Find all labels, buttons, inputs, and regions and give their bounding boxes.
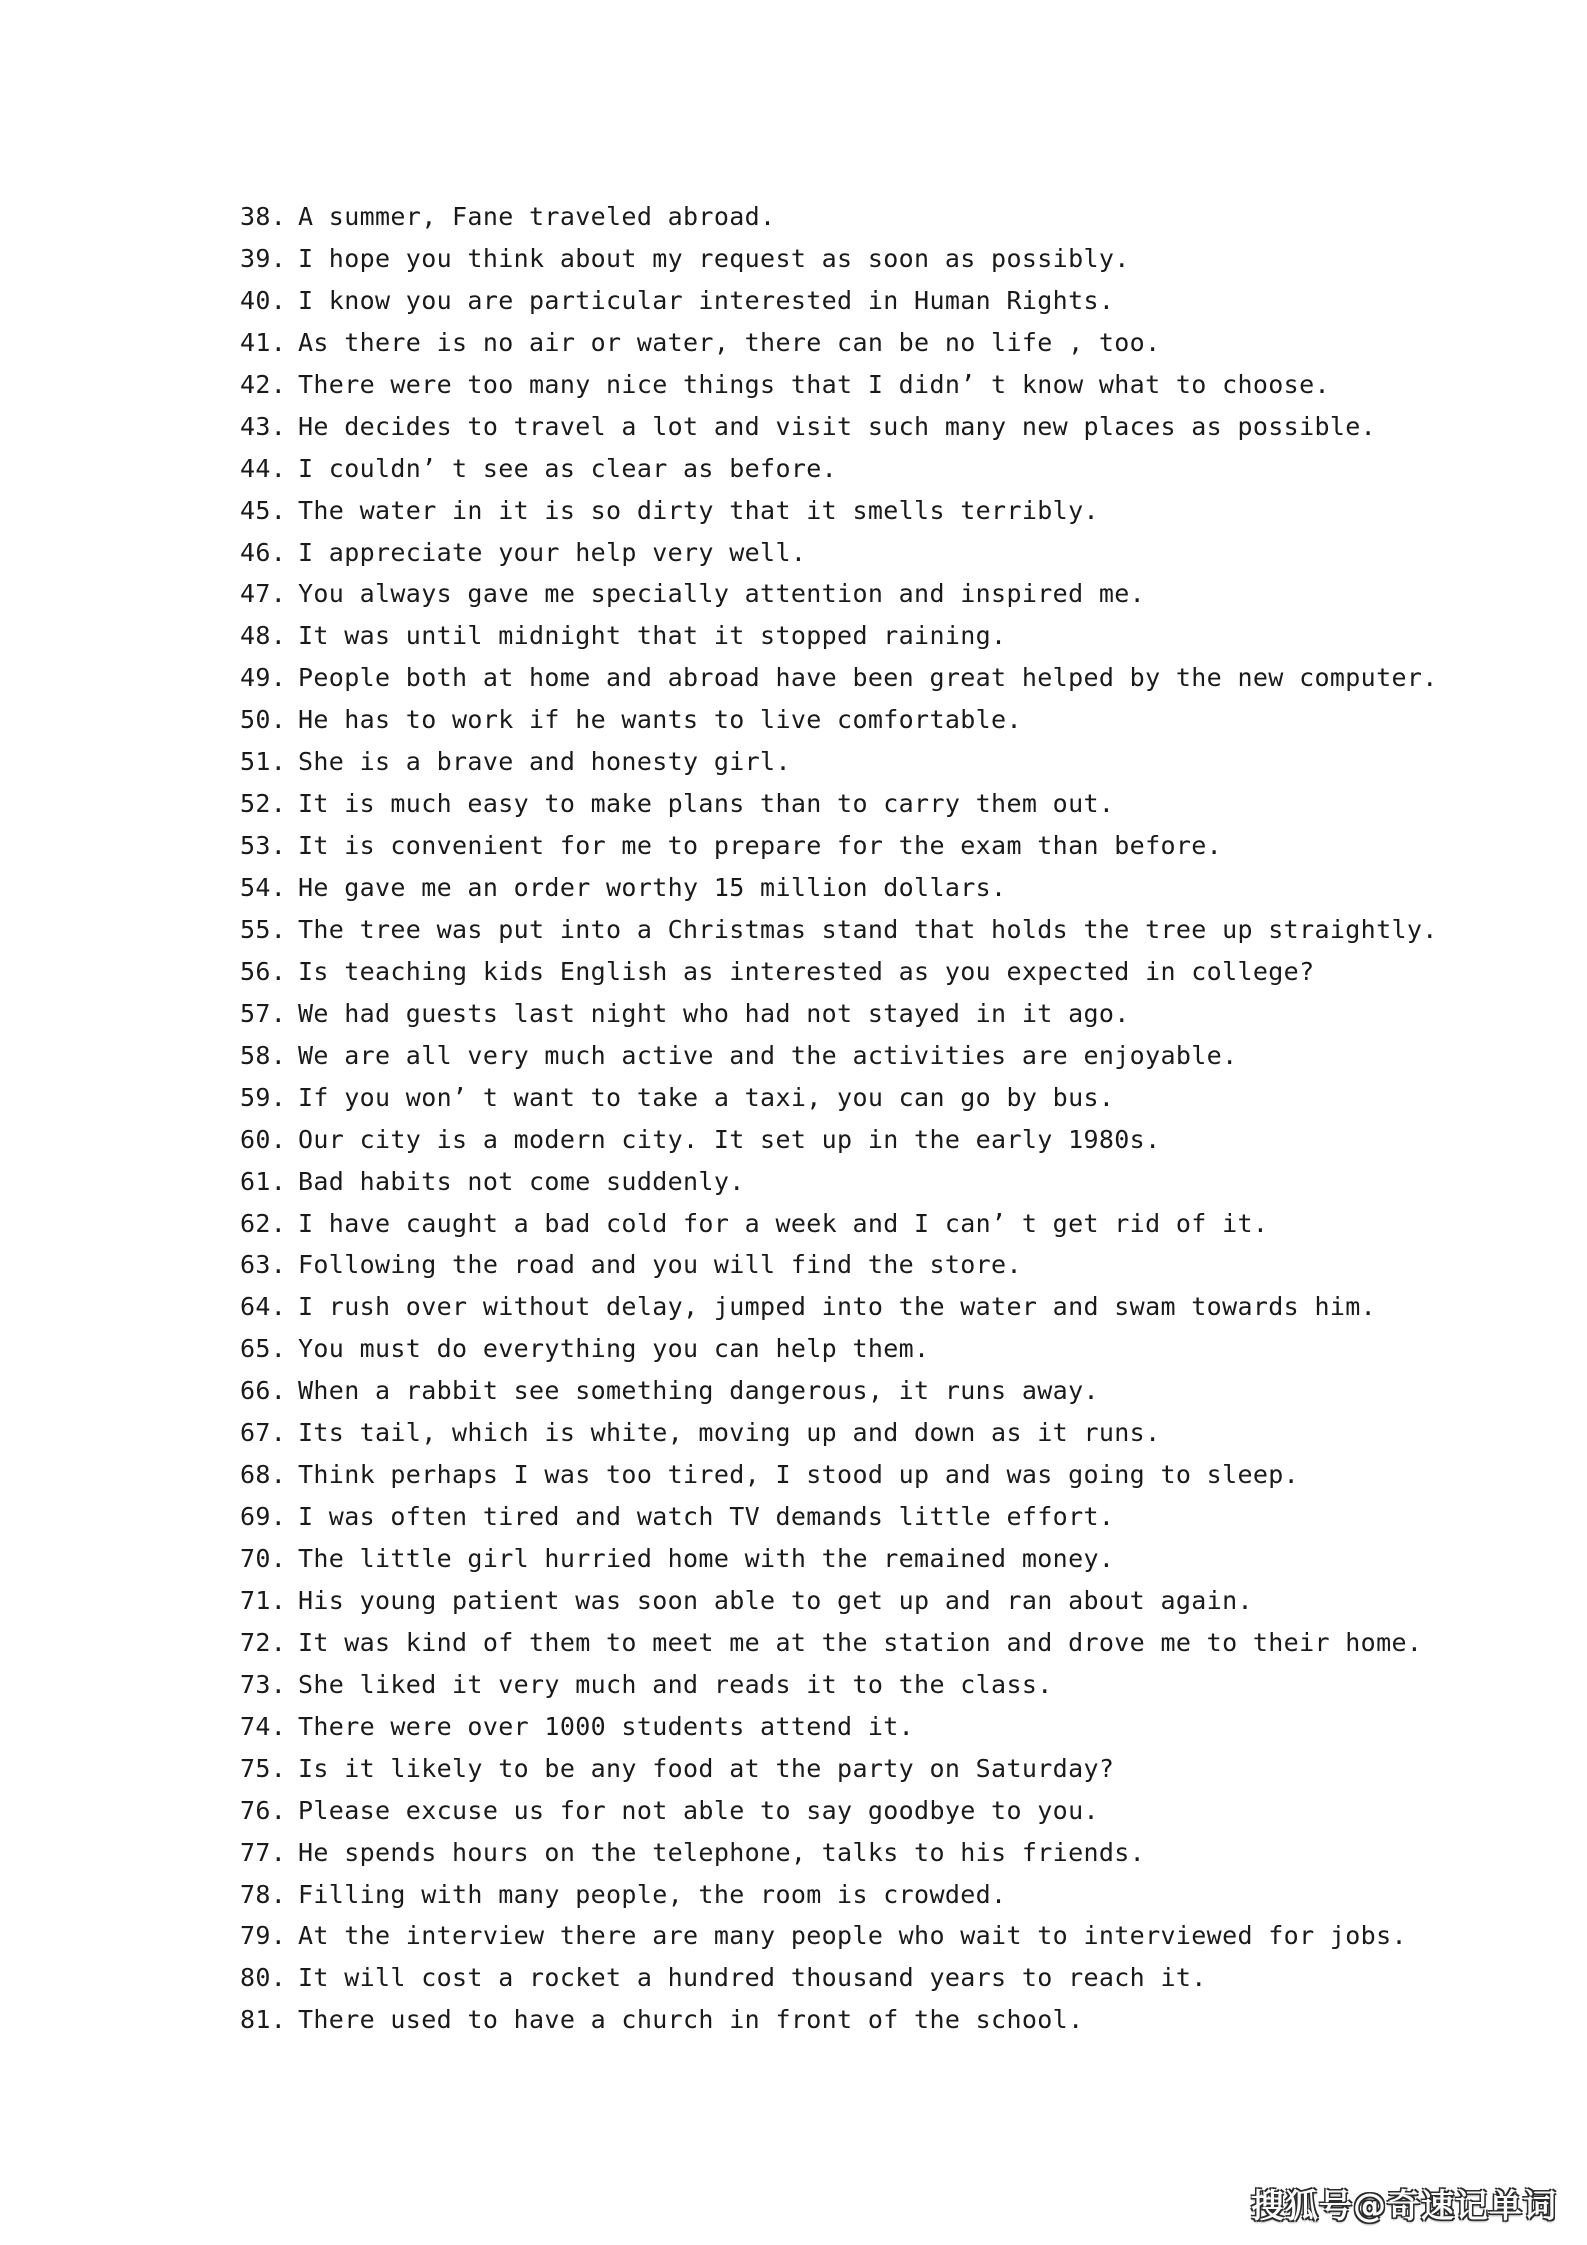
- sentence-text: We are all very much active and the activities are enjoyable.: [298, 1040, 1238, 1070]
- sentence-item: [240, 615, 1420, 657]
- sentence-text: If you won’ t want to take a taxi, you can go by bus.: [298, 1082, 1115, 1112]
- sentence-item: [240, 909, 1438, 951]
- sentence-item: [240, 1957, 1420, 1999]
- sentence-number: 60.: [240, 1124, 287, 1154]
- sentence-item: [240, 1412, 1420, 1454]
- sentence-item: [240, 1370, 1420, 1412]
- sentence-number: 78.: [240, 1879, 287, 1909]
- sentence-item: [240, 1790, 1420, 1832]
- sentence-text: Is it likely to be any food at the party on Saturday?: [298, 1753, 1115, 1783]
- sentence-text: As there is no air or water, there can be no life , too.: [298, 327, 1161, 357]
- sentence-text: The tree was put into a Christmas stand that holds the tree up straightly.: [298, 914, 1438, 944]
- sentence-number: 51.: [240, 747, 287, 777]
- sentence-number: 49.: [240, 663, 287, 693]
- sentence-number: 43.: [240, 411, 287, 441]
- sentence-text: I have caught a bad cold for a week and I can’ t get rid of it.: [298, 1208, 1269, 1238]
- sentence-number: 63.: [240, 1250, 287, 1280]
- sentence-text: I was often tired and watch TV demands little effort.: [298, 1502, 1115, 1532]
- sentence-item: [240, 825, 1420, 867]
- sentence-number: 77.: [240, 1837, 287, 1867]
- sentence-number: 46.: [240, 537, 287, 567]
- sentence-item: [240, 657, 1438, 699]
- sentence-text: Think perhaps I was too tired, I stood up and was going to sleep.: [298, 1460, 1300, 1490]
- sentence-number: 48.: [240, 621, 287, 651]
- sentence-text: He gave me an order worthy 15 million dollars.: [298, 873, 1007, 902]
- sentence-number: 66.: [240, 1376, 287, 1406]
- sentence-number: 42.: [240, 369, 287, 399]
- sentence-number: 55.: [240, 914, 287, 944]
- sentence-text: He has to work if he wants to live comfortable.: [298, 705, 1022, 735]
- sentence-number: 81.: [240, 2005, 287, 2035]
- sentence-item: [240, 783, 1420, 825]
- sentence-number: 39.: [240, 243, 287, 273]
- sentence-text: There were over 1000 students attend it.: [298, 1711, 915, 1741]
- sentence-item: [240, 1622, 1423, 1664]
- sentence-text: Filling with many people, the room is crowded.: [298, 1879, 1007, 1909]
- watermark-text: 搜狐号@奇速记单词: [1251, 2186, 1557, 2225]
- sentence-item: [240, 322, 1420, 364]
- sentence-item: [240, 532, 1420, 574]
- sentence-number: 40.: [240, 285, 287, 315]
- sentence-item: [240, 1538, 1420, 1580]
- sentence-number: 44.: [240, 453, 287, 483]
- sentence-number: 65.: [240, 1334, 287, 1364]
- sentence-item: [240, 573, 1420, 615]
- sentence-text: He spends hours on the telephone, talks to his friends.: [298, 1837, 1146, 1867]
- sentence-item: [240, 1161, 1420, 1203]
- sentence-text: I know you are particular interested in Human Rights.: [298, 285, 1115, 315]
- sentence-item: [240, 741, 1420, 783]
- sentence-item: [240, 1874, 1420, 1916]
- sentence-item: [240, 448, 1420, 490]
- sentence-item: [240, 1999, 1420, 2041]
- sentence-text: Our city is a modern city. It set up in the early 1980s.: [298, 1124, 1161, 1154]
- sentence-item: [240, 1915, 1420, 1957]
- sentence-number: 71.: [240, 1585, 287, 1615]
- sentence-item: [240, 1664, 1420, 1706]
- sentence-text: Is teaching kids English as interested as you expected in college?: [298, 956, 1315, 986]
- sentence-text: We had guests last night who had not stayed in it ago.: [298, 998, 1130, 1028]
- sentence-number: 59.: [240, 1082, 287, 1112]
- sentence-number: 75.: [240, 1753, 287, 1783]
- sentence-number: 50.: [240, 705, 287, 735]
- sentence-text: The water in it is so dirty that it smells terribly.: [298, 495, 1099, 525]
- sentence-item: [240, 1077, 1420, 1119]
- sentence-item: [240, 699, 1420, 741]
- sentence-text: Please excuse us for not able to say goodbye to you.: [298, 1795, 1099, 1825]
- sentence-item: [240, 364, 1420, 406]
- sentence-number: 52.: [240, 789, 287, 819]
- sentence-number: 58.: [240, 1040, 287, 1070]
- sentence-text: I couldn’ t see as clear as before.: [298, 453, 838, 483]
- sentence-item: [240, 993, 1420, 1035]
- sentence-item: [240, 280, 1420, 322]
- sentence-item: [240, 490, 1420, 532]
- sentence-number: 62.: [240, 1208, 287, 1238]
- sentence-number: 76.: [240, 1795, 287, 1825]
- sentence-item: [240, 1454, 1420, 1496]
- sentence-text: She is a brave and honesty girl.: [298, 747, 791, 777]
- sentence-text: People both at home and abroad have been great helped by the new computer.: [298, 663, 1438, 693]
- sentence-text: I appreciate your help very well.: [298, 537, 807, 567]
- sentence-number: 68.: [240, 1460, 287, 1490]
- sentence-number: 70.: [240, 1544, 287, 1573]
- sentence-number: 38.: [240, 202, 287, 231]
- sentence-item: [240, 406, 1420, 448]
- sentence-text: I rush over without delay, jumped into the water and swam towards him.: [298, 1292, 1377, 1322]
- sentence-item: [240, 1035, 1420, 1077]
- sentence-text: The little girl hurried home with the remained money.: [298, 1544, 1115, 1573]
- sentence-text: She liked it very much and reads it to the class.: [298, 1669, 1053, 1699]
- sentence-number: 41.: [240, 327, 287, 357]
- sentence-number: 54.: [240, 873, 287, 902]
- sentence-number: 73.: [240, 1669, 287, 1699]
- sentence-number: 47.: [240, 579, 287, 609]
- sentence-item: [240, 1496, 1420, 1538]
- sentence-number: 45.: [240, 495, 287, 525]
- sentence-text: Bad habits not come suddenly.: [298, 1166, 745, 1196]
- sentence-number: 53.: [240, 831, 287, 861]
- sentence-item: [240, 1119, 1420, 1161]
- sentence-number: 56.: [240, 956, 287, 986]
- sentence-item: [240, 1706, 1420, 1748]
- sentence-text: There were too many nice things that I didn’ t know what to choose.: [298, 369, 1330, 399]
- sentence-text: A summer, Fane traveled abroad.: [298, 202, 776, 231]
- sentence-number: 69.: [240, 1502, 287, 1532]
- sentence-text: It will cost a rocket a hundred thousand years to reach it.: [298, 1963, 1207, 1993]
- sentence-text: It was until midnight that it stopped raining.: [298, 621, 1007, 651]
- sentence-text: I hope you think about my request as soon as possibly.: [298, 243, 1130, 273]
- sentence-text: Its tail, which is white, moving up and down as it runs.: [298, 1418, 1161, 1448]
- sentence-item: [240, 1832, 1420, 1874]
- sentence-number: 64.: [240, 1292, 287, 1322]
- sentence-number: 57.: [240, 998, 287, 1028]
- sentence-item: [240, 867, 1420, 909]
- sentence-text: You always gave me specially attention and inspired me.: [298, 579, 1146, 609]
- sentence-item: [240, 1244, 1420, 1286]
- sentence-number: 74.: [240, 1711, 287, 1741]
- sentence-item: [240, 196, 1420, 238]
- sentence-text: It was kind of them to meet me at the station and drove me to their home.: [298, 1627, 1423, 1657]
- sentence-item: [240, 1748, 1420, 1790]
- sentence-list: [240, 196, 1438, 2041]
- sentence-number: 79.: [240, 1921, 287, 1951]
- sentence-item: [240, 238, 1420, 280]
- sentence-text: He decides to travel a lot and visit such many new places as possible.: [298, 411, 1377, 441]
- sentence-item: [240, 1580, 1420, 1622]
- sentence-number: 80.: [240, 1963, 287, 1993]
- sentence-number: 61.: [240, 1166, 287, 1196]
- sentence-text: It is convenient for me to prepare for the exam than before.: [298, 831, 1223, 861]
- sentence-text: His young patient was soon able to get up and ran about again.: [298, 1585, 1253, 1615]
- sentence-number: 72.: [240, 1627, 287, 1657]
- sentence-item: [240, 1286, 1420, 1328]
- sentence-text: There used to have a church in front of the school.: [298, 2005, 1084, 2035]
- sentence-item: [240, 1328, 1420, 1370]
- sentence-text: Following the road and you will find the store.: [298, 1250, 1022, 1280]
- sentence-number: 67.: [240, 1418, 287, 1448]
- sentence-text: It is much easy to make plans than to carry them out.: [298, 789, 1115, 819]
- sentence-text: When a rabbit see something dangerous, it runs away.: [298, 1376, 1099, 1406]
- sentence-item: [240, 1203, 1420, 1245]
- sentence-text: At the interview there are many people who wait to interviewed for jobs.: [298, 1921, 1407, 1951]
- sentence-text: You must do everything you can help them.: [298, 1334, 930, 1364]
- sentence-item: [240, 951, 1420, 993]
